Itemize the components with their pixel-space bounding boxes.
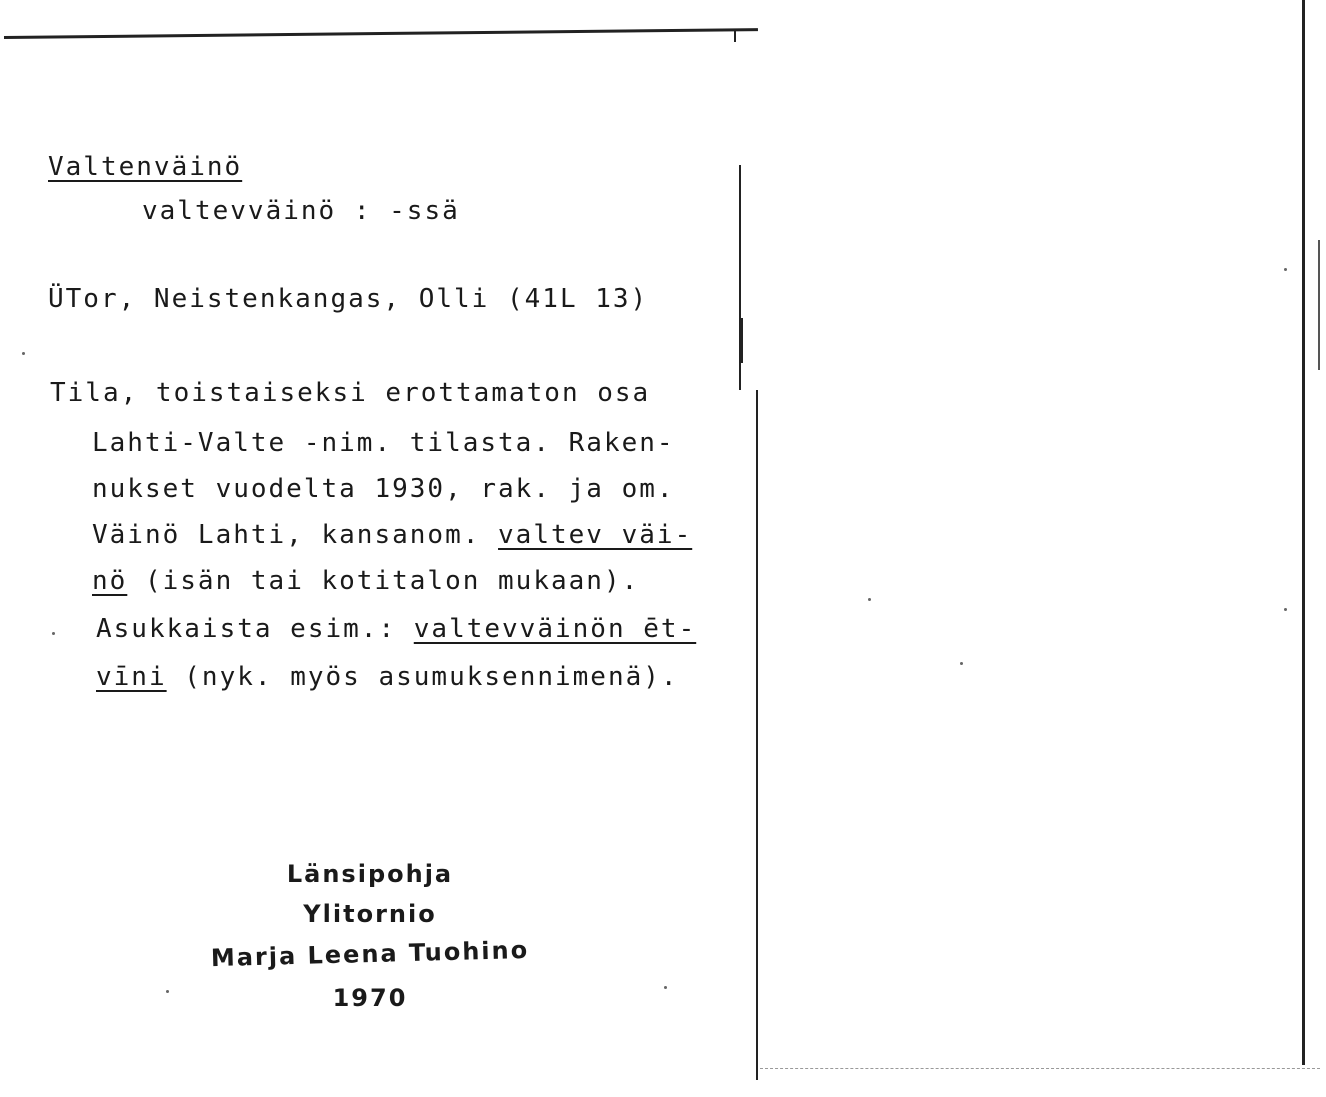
speck [1284,608,1287,611]
speck [960,662,963,665]
speck [1284,268,1287,271]
body-text: (nyk. myös asumuksennimenä). [166,662,679,692]
body-line [96,662,679,692]
underlined-term: vīni [96,662,167,692]
body-line: Tila, toistaiseksi erottamaton osa [50,378,651,408]
body-line [96,614,696,644]
speck [22,352,25,355]
speck [52,632,55,635]
speck [664,986,667,989]
body-text: (isän tai kotitalon mukaan). [127,566,640,596]
entry-heading: Valtenväinö [48,152,243,182]
body-text: Väinö Lahti, kansanom. [92,520,499,550]
body-line [92,566,639,596]
vertical-line [1318,240,1320,370]
body-line: Lahti-Valte -nim. tilasta. Raken- [92,428,675,458]
body-line: nukset vuodelta 1930, rak. ja om. [92,474,675,504]
vertical-line [741,318,743,363]
stamp-year: 1970 [332,984,408,1012]
dialect-form: valtevväinö : -ssä [142,196,460,226]
underlined-term: valtevväinön ēt- [413,614,697,644]
underlined-term: nö [92,566,128,596]
right-edge-line [1302,0,1305,1065]
top-rule [4,28,758,39]
speck [868,598,871,601]
underlined-term: valtev väi- [498,520,693,550]
stamp-region: Länsipohja [286,860,454,888]
bottom-edge-line [760,1068,1320,1070]
speck [166,990,169,993]
stamp-parish: Ylitornio [303,900,437,928]
top-rule-tick [734,30,736,42]
body-text: Asukkaista esim.: [96,614,414,644]
source-line: ÜTor, Neistenkangas, Olli (41L 13) [48,284,649,314]
vertical-line [756,390,758,1080]
body-line [92,520,692,550]
stamp-collector: Marja Leena Tuohino [210,935,530,973]
